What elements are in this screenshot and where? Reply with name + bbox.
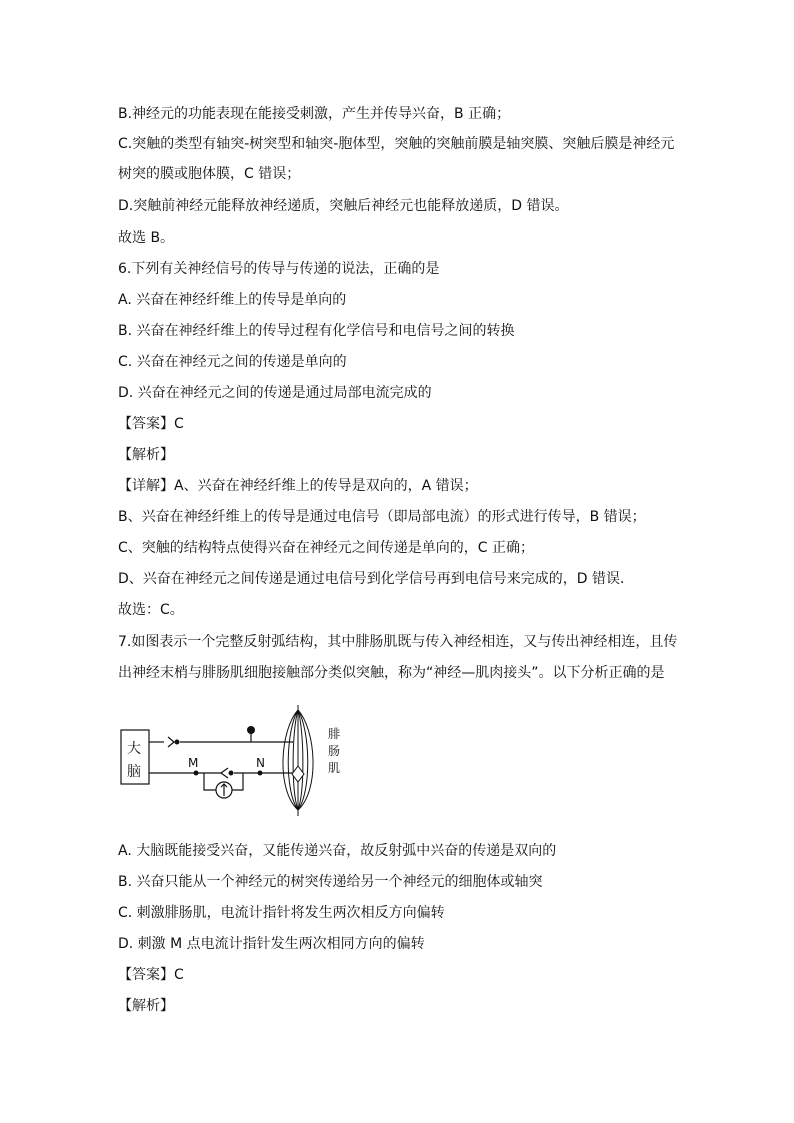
- option-a: A. 大脑既能接受兴奋，又能传递兴奋，故反射弧中兴奋的传递是双向的: [118, 843, 557, 859]
- point-n-label: N: [256, 756, 265, 770]
- line: D.突触前神经元能释放神经递质，突触后神经元也能释放递质，D 错误。: [118, 198, 569, 214]
- question-6-stem: 6.下列有关神经信号的传导与传递的说法，正确的是: [118, 261, 440, 277]
- muscle-label: 肌: [328, 761, 341, 775]
- line: C.突触的类型有轴突-树突型和轴突-胞体型，突触的突触前膜是轴突膜、突触后膜是神经元: [118, 136, 675, 152]
- analysis-heading: 【解析】: [118, 447, 174, 463]
- line: C、突触的结构特点使得兴奋在神经元之间传递是单向的，C 正确；: [118, 540, 534, 556]
- line: B.神经元的功能表现在能接受刺激，产生并传导兴奋，B 正确；: [118, 106, 511, 122]
- question-7-stem: 出神经末梢与腓肠肌细胞接触部分类似突触，称为“神经—肌肉接头”。以下分析正确的是: [118, 665, 665, 681]
- brain-label: 大: [127, 741, 141, 757]
- option-b: B. 兴奋在神经纤维上的传导过程有化学信号和电信号之间的转换: [118, 323, 515, 339]
- line: 树突的膜或胞体膜，C 错误；: [118, 166, 301, 182]
- line: D、兴奋在神经元之间传递是通过电信号到化学信号再到电信号来完成的，D 错误．: [118, 571, 635, 587]
- question-7-stem: 7.如图表示一个完整反射弧结构，其中腓肠肌既与传入神经相连，又与传出神经相连，且传: [118, 634, 678, 650]
- line: 故选 B。: [118, 230, 175, 246]
- answer: 【答案】C: [118, 967, 184, 983]
- answer: 【答案】C: [118, 416, 184, 432]
- option-b: B. 兴奋只能从一个神经元的树突传递给另一个神经元的细胞体或轴突: [118, 874, 543, 890]
- line: 故选：C。: [118, 602, 184, 618]
- muscle-label: 肠: [328, 744, 341, 758]
- line: B、兴奋在神经纤维上的传导是通过电信号（即局部电流）的形式进行传导，B 错误；: [118, 509, 646, 525]
- option-c: C. 兴奋在神经元之间的传递是单向的: [118, 354, 347, 370]
- option-c: C. 刺激腓肠肌，电流计指针将发生两次相反方向偏转: [118, 905, 445, 921]
- brain-label: 脑: [127, 764, 141, 780]
- option-d: D. 兴奋在神经元之间的传递是通过局部电流完成的: [118, 385, 432, 401]
- line: 【详解】A、兴奋在神经纤维上的传导是双向的，A 错误；: [118, 478, 478, 494]
- muscle-icon: [283, 705, 313, 816]
- point-m-label: M: [188, 756, 199, 770]
- analysis-heading: 【解析】: [118, 998, 174, 1014]
- reflex-arc-diagram: [118, 700, 358, 830]
- option-d: D. 刺激 M 点电流计指针发生两次相同方向的偏转: [118, 936, 425, 952]
- muscle-label: 腓: [328, 727, 341, 741]
- option-a: A. 兴奋在神经纤维上的传导是单向的: [118, 292, 347, 308]
